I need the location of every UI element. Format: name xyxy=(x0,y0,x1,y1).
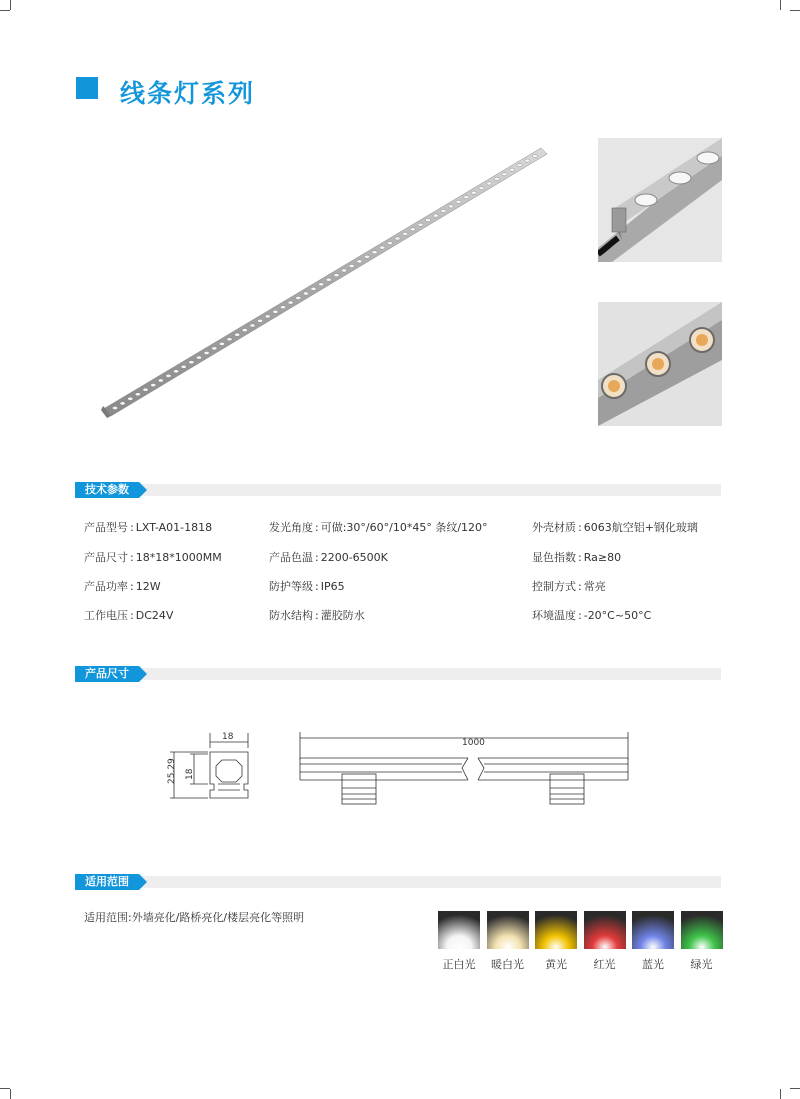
led-dot xyxy=(151,384,156,387)
led-dot xyxy=(265,315,270,318)
led-dot xyxy=(464,196,469,199)
led-dot xyxy=(143,388,148,391)
led-dot xyxy=(357,260,362,263)
led-dot xyxy=(510,168,515,171)
led-dot xyxy=(334,274,339,277)
crop-mark xyxy=(0,1088,10,1089)
color-swatch-label: 绿光 xyxy=(690,958,713,971)
color-swatch xyxy=(535,911,577,949)
dim-length-label: 1000 xyxy=(462,738,485,748)
section-divider xyxy=(75,668,721,680)
page-title: 线条灯系列 xyxy=(120,79,256,108)
led-dot xyxy=(487,182,492,185)
led-dot xyxy=(479,187,484,190)
spec-item xyxy=(269,607,365,623)
led-dot xyxy=(189,361,194,364)
led-dot xyxy=(303,292,308,295)
spec-item xyxy=(84,607,173,623)
spec-item xyxy=(532,578,606,594)
led-dot xyxy=(280,306,285,309)
color-swatch-label: 蓝光 xyxy=(642,958,664,971)
spec-value: 常亮 xyxy=(583,580,606,593)
color-swatch-label: 红光 xyxy=(593,958,616,971)
spec-item xyxy=(84,519,212,535)
spec-value: IP65 xyxy=(320,580,345,593)
led-dot xyxy=(166,374,171,377)
color-swatch-label: 正白光 xyxy=(442,958,476,971)
led-dot xyxy=(403,232,408,235)
led-dot xyxy=(410,228,415,231)
spec-value: 18*18*1000MM xyxy=(135,551,222,564)
spec-label: 产品色温 xyxy=(269,551,313,564)
scope-text xyxy=(84,909,304,925)
led-dot xyxy=(128,397,133,400)
spec-value: 可做:30°/60°/10*45° 条纹/120° xyxy=(320,521,488,534)
spec-label: 产品功率 xyxy=(84,580,128,593)
led-dot xyxy=(273,310,278,313)
spec-item xyxy=(532,519,698,535)
section-tab-dimensions: 产品尺寸 xyxy=(75,666,139,682)
led-dot xyxy=(296,296,301,299)
led-dot xyxy=(426,219,431,222)
led-dot xyxy=(502,173,507,176)
section-tab-specs: 技术参数 xyxy=(75,482,139,498)
led-dot xyxy=(135,393,140,396)
led-dot xyxy=(364,255,369,258)
spec-value: 2200-6500K xyxy=(320,551,388,564)
crop-mark xyxy=(0,10,10,11)
spec-item xyxy=(269,519,488,535)
section-tab-scope: 适用范围 xyxy=(75,874,139,890)
spec-label: 产品尺寸 xyxy=(84,551,128,564)
led-dot xyxy=(326,278,331,281)
color-swatch xyxy=(681,911,723,949)
dim-outer-height-label: 25.29 xyxy=(167,758,177,784)
scope-value: 外墙亮化/路桥亮化/楼层亮化等照明 xyxy=(131,911,305,924)
crop-mark xyxy=(790,1088,800,1089)
dim-width-label: 18 xyxy=(222,732,234,742)
spec-separator: : xyxy=(578,609,582,622)
led-dot xyxy=(158,379,163,382)
led-dot xyxy=(448,205,453,208)
led-dot xyxy=(342,269,347,272)
spec-item xyxy=(532,607,651,623)
led-dot xyxy=(235,333,240,336)
closeup-cable-image xyxy=(598,138,722,262)
spec-label: 防水结构 xyxy=(269,609,313,622)
color-swatch-label: 黄光 xyxy=(545,958,567,971)
spec-separator: : xyxy=(578,551,582,564)
color-swatch xyxy=(584,911,626,949)
led-dot xyxy=(319,283,324,286)
spec-value: -20°C~50°C xyxy=(583,609,652,622)
spec-value: 12W xyxy=(135,580,161,593)
spec-label: 工作电压 xyxy=(84,609,128,622)
spec-item xyxy=(269,578,345,594)
color-swatch-label: 暖白光 xyxy=(491,958,524,971)
dimension-drawing xyxy=(160,728,640,813)
crop-mark xyxy=(10,0,11,10)
crop-mark xyxy=(780,1089,781,1099)
led-dot xyxy=(418,223,423,226)
led-dot xyxy=(258,319,263,322)
led-dot xyxy=(387,242,392,245)
led-dot xyxy=(120,402,125,405)
spec-value: 灌胶防水 xyxy=(320,609,365,622)
crop-mark xyxy=(790,10,800,11)
led-dot xyxy=(349,264,354,267)
led-dot xyxy=(212,347,217,350)
led-dot xyxy=(395,237,400,240)
linear-light-bar-image xyxy=(95,140,555,430)
led-dot xyxy=(471,191,476,194)
spec-separator: : xyxy=(578,521,582,534)
led-dot xyxy=(227,338,232,341)
closeup-led-image xyxy=(598,302,722,426)
section-divider xyxy=(75,484,721,496)
spec-item xyxy=(84,549,222,565)
spec-separator: : xyxy=(315,609,319,622)
led-dot xyxy=(441,209,446,212)
spec-label: 产品型号 xyxy=(84,521,128,534)
spec-value: Ra≥80 xyxy=(583,551,622,564)
scope-separator: : xyxy=(128,911,132,924)
led-dot xyxy=(433,214,438,217)
dim-inner-height-label: 18 xyxy=(185,768,195,780)
led-dot xyxy=(380,246,385,249)
led-dot xyxy=(250,324,255,327)
spec-item xyxy=(532,549,621,565)
led-dot xyxy=(219,342,224,345)
scope-label: 适用范围 xyxy=(84,911,128,924)
led-dot xyxy=(456,200,461,203)
crop-mark xyxy=(10,1089,11,1099)
led-dot xyxy=(288,301,293,304)
color-swatch xyxy=(487,911,529,949)
spec-separator: : xyxy=(315,521,319,534)
spec-label: 控制方式 xyxy=(532,580,576,593)
led-dot xyxy=(525,159,530,162)
spec-separator: : xyxy=(130,551,134,564)
spec-separator: : xyxy=(130,521,134,534)
led-dot xyxy=(112,406,117,409)
title-square-icon xyxy=(76,77,98,99)
led-dot xyxy=(372,251,377,254)
spec-separator: : xyxy=(315,580,319,593)
spec-item xyxy=(84,578,161,594)
spec-value: DC24V xyxy=(135,609,174,622)
led-dot xyxy=(242,329,247,332)
spec-separator: : xyxy=(130,580,134,593)
spec-label: 显色指数 xyxy=(532,551,576,564)
spec-value: 6063航空铝+钢化玻璃 xyxy=(583,521,698,534)
spec-separator: : xyxy=(315,551,319,564)
led-dot xyxy=(311,287,316,290)
led-dot xyxy=(196,356,201,359)
led-dot xyxy=(174,370,179,373)
led-dot xyxy=(517,164,522,167)
spec-label: 发光角度 xyxy=(269,521,313,534)
led-dot xyxy=(532,154,537,157)
spec-value: LXT-A01-1818 xyxy=(135,521,213,534)
spec-separator: : xyxy=(130,609,134,622)
spec-separator: : xyxy=(578,580,582,593)
led-dot xyxy=(494,177,499,180)
color-swatch xyxy=(438,911,480,949)
spec-label: 防护等级 xyxy=(269,580,313,593)
spec-item xyxy=(269,549,388,565)
crop-mark xyxy=(780,0,781,10)
spec-label: 环境温度 xyxy=(532,609,576,622)
led-dot xyxy=(204,351,209,354)
section-divider xyxy=(75,876,721,888)
led-dot xyxy=(181,365,186,368)
spec-label: 外壳材质 xyxy=(532,521,576,534)
color-swatch xyxy=(632,911,674,949)
